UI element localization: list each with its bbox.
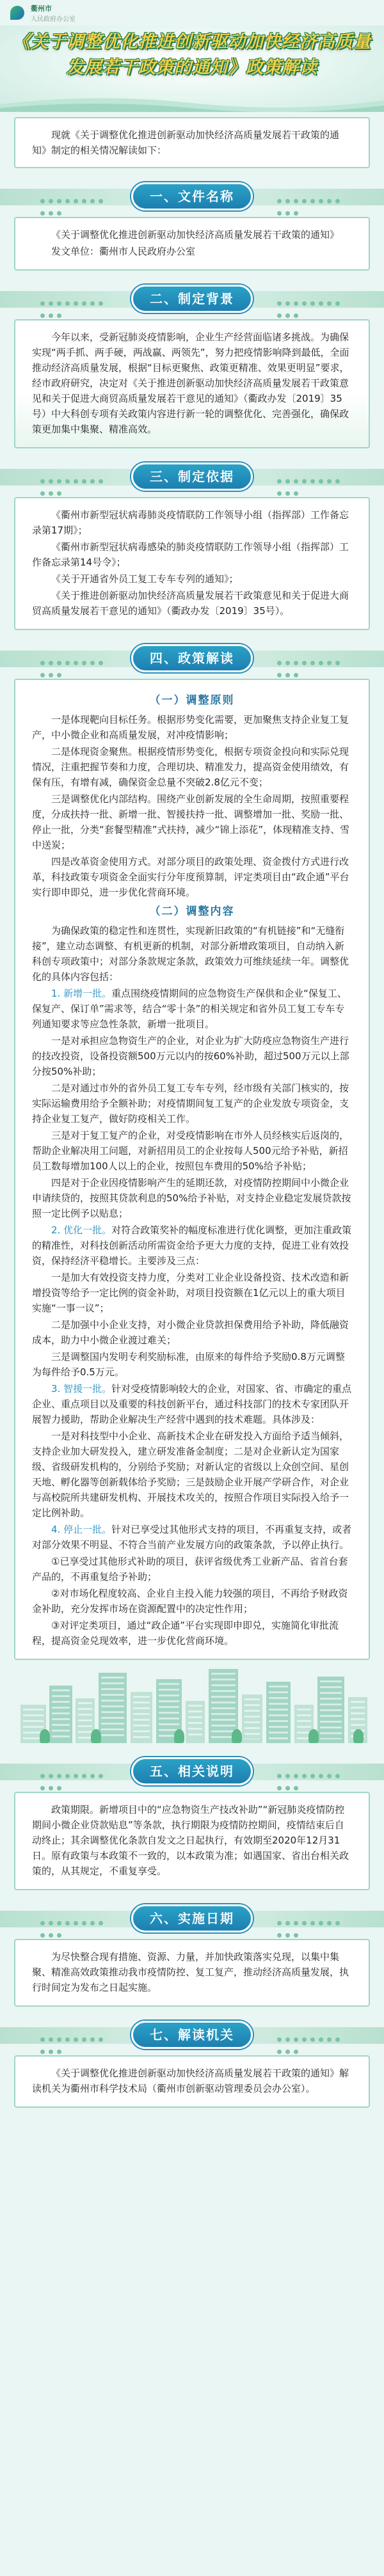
s4-paragraph: 三是调整优化内部结构。围绕产业创新发展的全生命周期，按照重要程度，分成扶持一批、新增一批、智援扶持一批、调整增加一批、奖励一批、停止一批，分类“套餐型精准”式扶持，减少“锦上添花”，体现精准支持、雪中送炭； <box>32 793 350 851</box>
section-header-6 <box>0 1899 384 1939</box>
section-header-4 <box>0 639 384 679</box>
s4-paragraph: 二是体现资金聚焦。根据疫情形势变化，根据专项资金投向和实际兑现情况，注重把握节奏和力度，合理切块、精准发力，提高资金使用绩效，有保有压，有增有减，确保资金总量不突破2.8亿元不变； <box>32 746 349 788</box>
s4-paragraph: 四是改革资金使用方式。对部分项目的政策处理、资金拨付方式进行改革，科技政策专项资金全面实行分年度预算制，评定类项目由“政企通”平台实行即申即兑，进一步优化营商环境。 <box>32 856 349 898</box>
s4-paragraph: 二是加强中小企业支持，对小微企业贷款担保费用给予补助，降低融资成本，助力中小微企业渡过难关； <box>32 1319 349 1346</box>
s4-paragraph: 为确保政策的稳定性和连贯性，实现新旧政策的“有机链接”和“无缝衔接”，建立动态调整、有机更新的机制，对部分新增政策项目，自动纳入新科创专项政策中；对部分条款规定条款，政策效力可维续延续一年。调整优化的具体内容包括： <box>32 925 349 983</box>
s3-paragraph: 《衢州市新型冠状病毒肺炎疫情联防工作领导小组（指挥部）工作备忘录第17期》； <box>32 509 349 536</box>
s2-paragraph: 今年以来，受新冠肺炎疫情影响，企业生产经营面临诸多挑战。为确保实现“两手抓、两手硬，两战赢、两领先”，努力把疫情影响降到最低，全面推动经济高质量发展，根据“目标更聚焦、政策更精准、效果更明显”要求，经市政府研究，决定对《关于推进创新驱动加快经济高质量发展若干政策意见和关于促进大商贸高质量发展若干意见的通知》（衢政办发〔2019〕35号）中大科创专项有关政策内容进行新一轮的调整优化、完善强化，确保政策更加集中集聚、精准高效。 <box>32 331 349 435</box>
section-body-5 <box>14 1792 370 1890</box>
s4-paragraph: ③对评定类项目，通过“政企通”平台实现即申即兑，实施简化审批流程，提高资金兑现效率，进一步优化营商环境。 <box>32 1620 339 1647</box>
s4-item-2 <box>32 1222 352 1268</box>
item-1-heading: 1. 新增一批。 <box>51 988 112 999</box>
logo-subtext: 人民政府办公室 <box>31 15 76 23</box>
s3-paragraph: 《关于开通省外员工复工专车专列的通知》； <box>51 573 239 585</box>
section-title-7: 七、解读机关 <box>131 2021 253 2049</box>
section-title-2: 二、制定背景 <box>131 285 253 313</box>
section-body-7 <box>14 2055 370 2108</box>
section-header-7 <box>0 2016 384 2055</box>
s4-item-4 <box>32 1522 352 1553</box>
page-title-line2: 发展若干政策的通知》政策解读 <box>67 58 317 77</box>
item-3-text: 针对受疫情影响较大的企业，对国家、省、市确定的重点企业、重点项目以及重要的科技创新平台，通过科技部门的技术专家团队开展智力援助，帮助企业解决生产经营中遇到的技术难题。具体涉及： <box>32 1383 352 1425</box>
s5-paragraph: 政策期限。新增项目中的“应急物资生产技改补助”“新冠肺炎疫情防控期间小微企业贷款贴息”等条款，执行期限为疫情防控期间，疫情结束后自动终止；其余调整优化条款自发文之日起执行，有效期至2020年12月31日。原有政策与本政策不一致的，以本政策为准；如遇国家、省出台相关政策的，从其规定，不重复享受。 <box>32 1804 349 1877</box>
section-header-3 <box>0 457 384 497</box>
section-body-4 <box>14 679 370 1660</box>
s4-item-1 <box>32 986 352 1032</box>
s6-paragraph: 为尽快整合现有措施、资源、力量，并加快政策落实兑现，以集中集聚、精准高效政策推动我市疫情防控、复工复产，推动经济高质量发展，执行时间定为发布之日起实施。 <box>32 1951 349 1993</box>
s4-paragraph: 一是体现靶向目标任务。根据形势变化需要，更加聚焦支持企业复工复产，中小微企业和高质量发展，对冲疫情影响； <box>32 714 349 741</box>
s4-paragraph: 三是对于复工复产的企业，对受疫情影响在市外人员经核实后返岗的，帮助企业解决用工问题，对新招用员工的企业按每人500元给予补贴，新招员工数每增加100人以上的企业，按照包车费用的50%给予补贴； <box>32 1130 349 1172</box>
section-header-5 <box>0 1752 384 1792</box>
footer-space <box>0 2108 384 2131</box>
subsection-title-contents: （二）调整内容 <box>149 905 235 918</box>
section-header-1 <box>0 177 384 217</box>
top-bar <box>0 0 384 26</box>
s4-paragraph: 一是对科技型中小企业、高新技术企业在研发投入方面给予适当倾斜，支持企业加大研发投入，建立研发准备金制度；二是对企业新认定为国家级、省级研发机构的，分别给予奖励；对新认定的省级以上众创空间、星创天地、孵化器等创新载体给予奖励；三是鼓励企业开展产学研合作，对企业与高校院所共建研发机构、开展技术攻关的，按照合作项目实际投入给予一定比例补助。 <box>32 1430 349 1519</box>
section-body-1 <box>14 217 370 271</box>
logo-block <box>31 3 76 23</box>
item-1-text: 重点围绕疫情期间的应急物资生产保供和企业“保复工、保复产、保订单”需求等，结合“零十条”的相关规定和省外员工复工专车专列通知要求等应急性条款，新增一批项目。 <box>32 988 347 1030</box>
hero-banner <box>0 26 384 112</box>
section-body-3 <box>14 497 370 630</box>
city-logo-icon <box>9 4 26 21</box>
s3-paragraph: 《关于推进创新驱动加快经济高质量发展若干政策意见和关于促进大商贸高质量发展若干意见的通知》（衢政办发〔2019〕35号）。 <box>32 590 349 617</box>
s4-paragraph: 四是对于企业因疫情影响产生的延期还款，对疫情防控期间中小微企业申请续贷的，按照其贷款利息的50%给予补贴，对支持企业稳定发展贷款按照一定比例予以贴息； <box>32 1177 351 1219</box>
section-title-3: 三、制定依据 <box>131 462 253 491</box>
city-skyline-illustration <box>14 1666 370 1743</box>
logo-text: 衢州市 <box>31 4 52 13</box>
item-3-heading: 3. 智援一批。 <box>51 1383 112 1395</box>
s4-paragraph: ②对市场化程度较高、企业自主投入能力较强的项目，不再给予财政资金补助，充分发挥市场在资源配置中的决定性作用； <box>32 1588 348 1615</box>
section-body-2 <box>14 319 370 448</box>
s4-paragraph: ①已享受过其他形式补助的项目，获评省级优秀工业新产品、省首台套产品的，不再重复给予补助； <box>32 1556 348 1583</box>
item-4-heading: 4. 停止一批。 <box>51 1524 112 1535</box>
page-title-line1: 《关于调整优化推进创新驱动加快经济高质量 <box>13 32 371 52</box>
item-4-text: 针对已享受过其他形式支持的项目，不再重复支持，或者对部分效果不明显、不符合当前产业发展方向的政策条款，予以停止执行。 <box>32 1524 352 1551</box>
s1-paragraph: 发文单位：衢州市人民政府办公室 <box>51 246 196 257</box>
item-2-text: 对符合政策奖补的幅度标准进行优化调整，更加注重政策的精准性，对科技创新活动所需资金给予更大力度的支持，促进工业有效投资，保持经济平稳增长。主要涉及三点： <box>32 1224 352 1267</box>
item-2-heading: 2. 优化一批。 <box>51 1224 112 1236</box>
section-title-4: 四、政策解读 <box>131 644 253 672</box>
wave-decoration-icon <box>0 93 384 112</box>
subsection-title-principles: （一）调整原则 <box>149 694 235 707</box>
s1-paragraph: 《关于调整优化推进创新驱动加快经济高质量发展若干政策的通知》 <box>51 229 340 241</box>
section-title-1: 一、文件名称 <box>131 182 253 210</box>
s3-paragraph: 《衢州市新型冠状病毒感染的肺炎疫情联防工作领导小组（指挥部）工作备忘录第14号令》； <box>32 541 349 568</box>
intro-box: 现就《关于调整优化推进创新驱动加快经济高质量发展若干政策的通知》制定的相关情况解读如下： <box>14 117 370 168</box>
s4-paragraph: 三是调整国内发明专利奖励标准，由原来的每件给予奖励0.8万元调整为每件给予0.5万元。 <box>32 1351 345 1378</box>
s4-item-3 <box>32 1381 352 1427</box>
section-title-5: 五、相关说明 <box>131 1757 253 1785</box>
s7-paragraph: 《关于调整优化推进创新驱动加快经济高质量发展若干政策的通知》解读机关为衢州市科学技术局（衢州市创新驱动管理委员会办公室）。 <box>32 2067 349 2094</box>
s4-paragraph: 二是对通过市外的省外员工复工专车专列，经市级有关部门核实的，按实际运输费用给予全额补助；对疫情期间复工复产的企业发放专项资金，支持企业复工复产，做好防疫相关工作。 <box>32 1082 349 1125</box>
s4-paragraph: 一是加大有效投资支持力度，分类对工业企业设备投资、技术改造和新增投资等给予一定比例的资金补助，对项目投资额在1亿元以上的重大项目实施“一事一议”； <box>32 1272 349 1314</box>
section-body-6 <box>14 1939 370 2007</box>
s4-paragraph: 一是对承担应急物资生产的企业，对企业为扩大防疫应急物资生产进行的技改投资，设备投资额500万元以内的按60%补助，超过500万元以上部分按50%补助； <box>32 1035 349 1077</box>
section-title-6: 六、实施日期 <box>131 1904 253 1932</box>
section-header-2 <box>0 280 384 319</box>
